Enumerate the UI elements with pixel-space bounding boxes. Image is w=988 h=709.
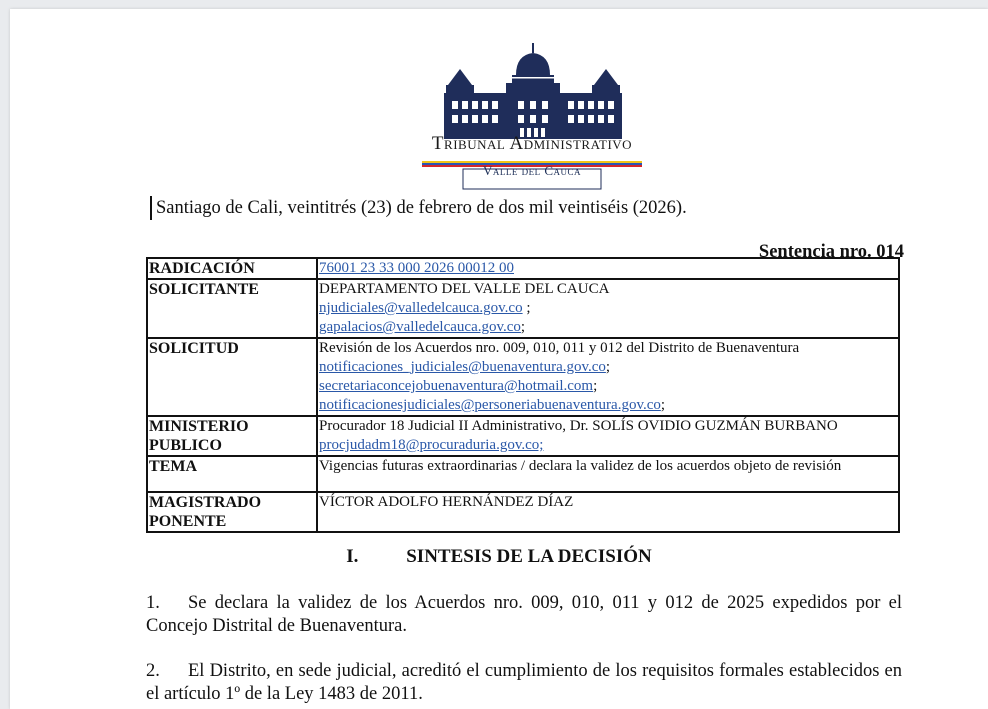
logo-subtitle: Valle del Cauca bbox=[482, 163, 582, 178]
table-row bbox=[147, 492, 899, 532]
ministerio-text: Procurador 18 Judicial II Administrativo, Dr. SOLÍS OVIDIO GUZMÁN BURBANO bbox=[319, 418, 838, 434]
solicitud-email-3[interactable]: notificacionesjudiciales@personeriabuenaventura.gov.co bbox=[319, 397, 661, 413]
paragraph bbox=[146, 660, 902, 706]
tema-text: Vigencias futuras extraordinarias / declara la validez de los acuerdos objeto de revisión bbox=[319, 458, 842, 474]
ministerio-cell bbox=[317, 416, 899, 456]
solicitante-email-1[interactable]: njudiciales@valledelcauca.gov.co bbox=[319, 300, 523, 316]
radicacion-cell bbox=[317, 258, 899, 279]
tribunal-logo bbox=[408, 41, 656, 191]
magistrado-cell bbox=[317, 492, 899, 532]
section-heading bbox=[10, 546, 988, 568]
solicitante-cell: DEPARTAMENTO DEL VALLE DEL CAUCA njudiciales@valledelcauca.gov.co ; gapalacios@valledelcauca.gov.co; bbox=[317, 279, 899, 338]
magistrado-label: MAGISTRADO PONENTE bbox=[147, 492, 317, 532]
table-row bbox=[147, 279, 899, 338]
table-row bbox=[147, 416, 899, 456]
paragraph-number: 2. bbox=[146, 661, 160, 681]
section-number: I. bbox=[346, 546, 359, 567]
solicitud-email-1[interactable]: notificaciones_judiciales@buenaventura.gov.co bbox=[319, 359, 606, 375]
section-title: SINTESIS DE LA DECISIÓN bbox=[406, 546, 652, 567]
solicitud-email-2[interactable]: secretariaconcejobuenaventura@hotmail.com bbox=[319, 378, 594, 394]
text-cursor bbox=[150, 196, 152, 220]
radicacion-link[interactable]: 76001 23 33 000 2026 00012 00 bbox=[319, 260, 514, 276]
dateline: Santiago de Cali, veintitrés (23) de febrero de dos mil veintiséis (2026). bbox=[156, 198, 687, 218]
table-row bbox=[147, 456, 899, 492]
ministerio-email[interactable]: procjudadm18@procuraduria.gov.co; bbox=[319, 437, 544, 453]
document-page bbox=[10, 9, 988, 709]
logo-title: Tribunal Administrativo bbox=[431, 133, 633, 154]
solicitante-name: DEPARTAMENTO DEL VALLE DEL CAUCA bbox=[319, 281, 610, 297]
paragraph-text: Se declara la validez de los Acuerdos nro. 009, 010, 011 y 012 de 2025 expedidos por el Concejo Distrital de Buenaventura. bbox=[146, 593, 902, 636]
tema-cell bbox=[317, 456, 899, 492]
solicitud-label: SOLICITUD bbox=[147, 338, 317, 416]
radicacion-label: RADICACIÓN bbox=[147, 258, 317, 279]
sentencia-number: Sentencia nro. 014 bbox=[758, 242, 904, 262]
tema-label: TEMA bbox=[147, 456, 317, 492]
table-row bbox=[147, 338, 899, 416]
table-row bbox=[147, 258, 899, 279]
ministerio-label: MINISTERIO PUBLICO bbox=[147, 416, 317, 456]
paragraph-number: 1. bbox=[146, 593, 160, 613]
solicitante-label: SOLICITANTE bbox=[147, 279, 317, 338]
case-info-table bbox=[146, 257, 900, 533]
solicitud-cell: Revisión de los Acuerdos nro. 009, 010, 011 y 012 del Distrito de Buenaventura notificaciones_judiciales@buenaventura.gov.co; secretariaconcejobuenaventura@hotmail.com; notificacionesjudiciales@personeriabuenaventura.gov.co; bbox=[317, 338, 899, 416]
paragraph-text: El Distrito, en sede judicial, acreditó el cumplimiento de los requisitos formales establecidos en el artículo 1º de la Ley 1483 de 2011. bbox=[146, 661, 902, 704]
solicitante-email-2[interactable]: gapalacios@valledelcauca.gov.co bbox=[319, 319, 521, 335]
paragraph bbox=[146, 592, 902, 638]
solicitud-text: Revisión de los Acuerdos nro. 009, 010, 011 y 012 del Distrito de Buenaventura bbox=[319, 340, 800, 356]
magistrado-name: VÍCTOR ADOLFO HERNÁNDEZ DÍAZ bbox=[319, 494, 574, 510]
